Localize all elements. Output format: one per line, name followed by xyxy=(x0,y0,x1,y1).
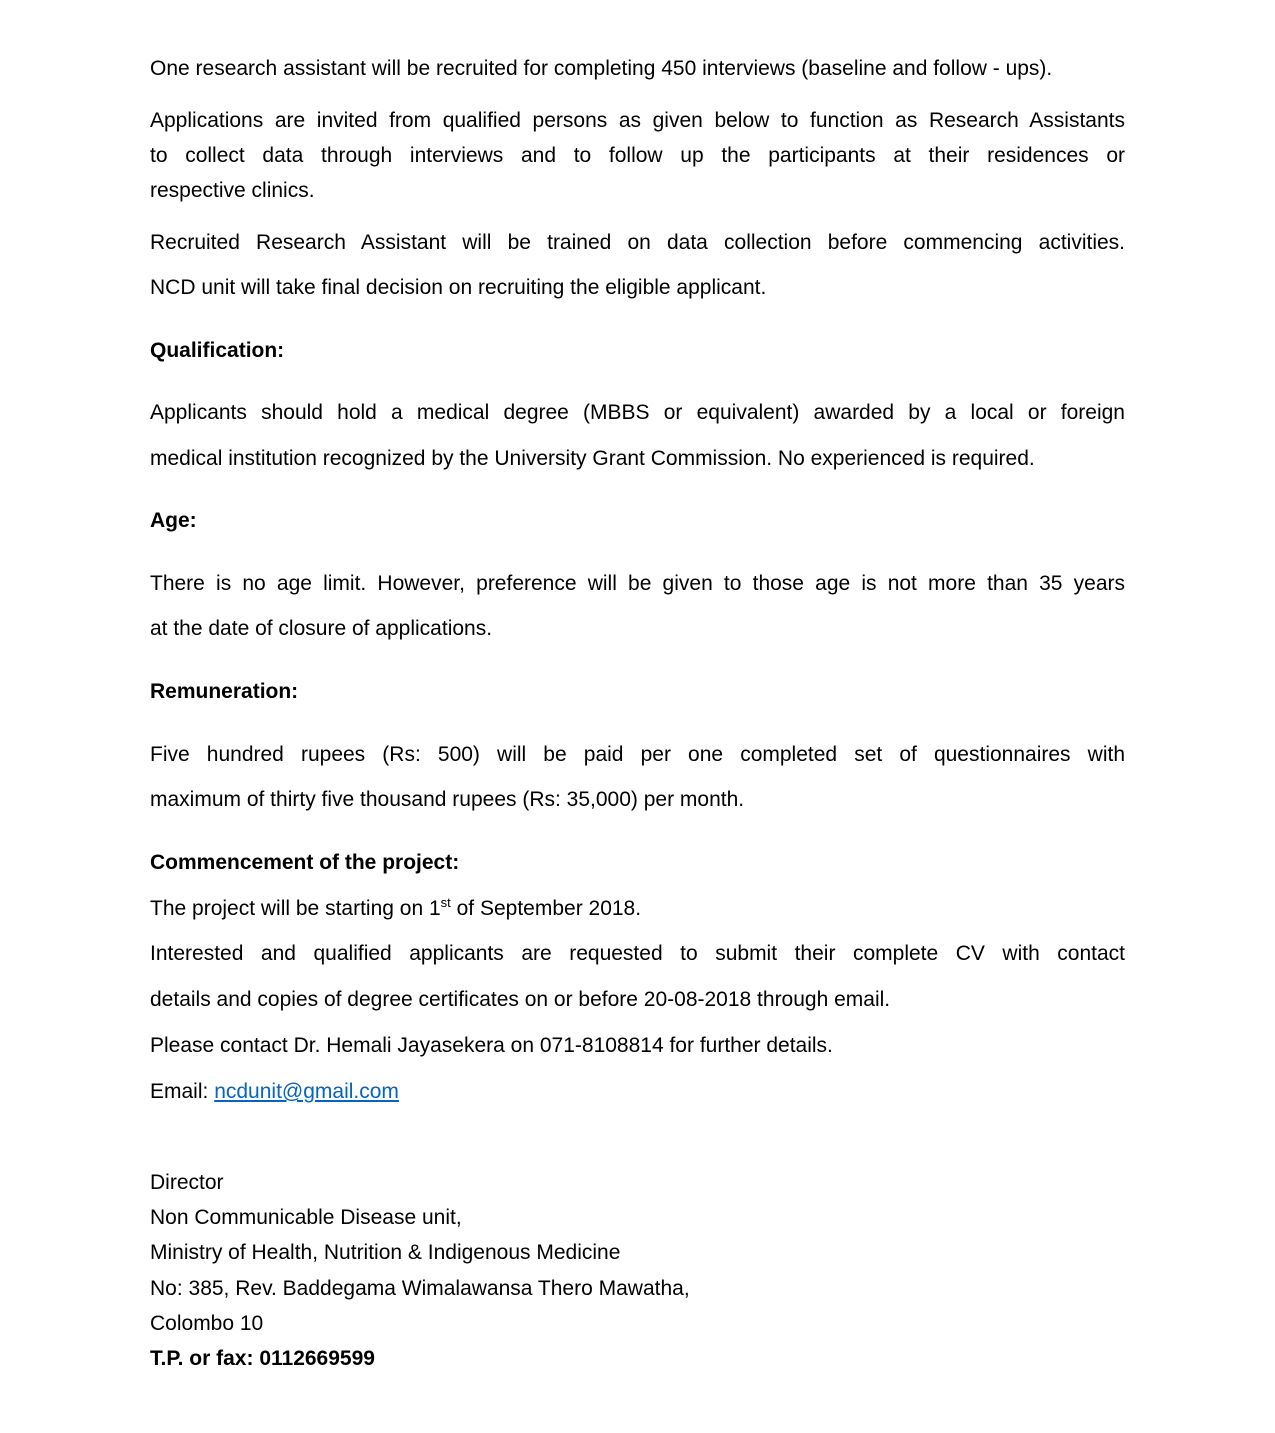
training-paragraph-line: NCD unit will take final decision on recruiting the eligible applicant. xyxy=(150,276,767,299)
application-line: Interested and qualified applicants are requested to submit their complete CV with contact xyxy=(150,942,1125,965)
intro-paragraph-line: Applications are invited from qualified persons as given below to function as Research Assistants xyxy=(150,109,1125,132)
age-line: at the date of closure of applications. xyxy=(150,617,493,640)
intro-paragraph-line: to collect data through interviews and to follow up the participants at their residences or xyxy=(150,144,1125,167)
signature-line: Non Communicable Disease unit, xyxy=(150,1206,462,1229)
signature-line: Colombo 10 xyxy=(150,1312,264,1335)
signature-line: Director xyxy=(150,1171,224,1194)
email-label: Email: xyxy=(150,1080,215,1103)
signature-line: No: 385, Rev. Baddegama Wimalawansa Thero Mawatha, xyxy=(150,1277,690,1300)
remuneration-line: Five hundred rupees (Rs: 500) will be paid per one completed set of questionnaires with xyxy=(150,743,1125,766)
qualification-heading: Qualification: xyxy=(150,339,285,362)
phone-fax-line: T.P. or fax: 0112669599 xyxy=(150,1347,375,1370)
email-link[interactable]: ncdunit@gmail.com xyxy=(214,1080,399,1103)
remuneration-heading: Remuneration: xyxy=(150,680,299,703)
email-line xyxy=(150,1079,1125,1105)
start-date-line xyxy=(150,896,1125,922)
age-line: There is no age limit. However, preference will be given to those age is not more than 35 years xyxy=(150,572,1125,595)
start-date-suffix: of September 2018. xyxy=(450,897,642,920)
intro-paragraph-line: respective clinics. xyxy=(150,179,315,202)
signature-line: Ministry of Health, Nutrition & Indigenous Medicine xyxy=(150,1241,621,1264)
commencement-heading: Commencement of the project: xyxy=(150,851,460,874)
intro-line: One research assistant will be recruited for completing 450 interviews (baseline and follow - ups). xyxy=(150,57,1053,80)
contact-line: Please contact Dr. Hemali Jayasekera on 071-8108814 for further details. xyxy=(150,1034,833,1057)
start-date-prefix: The project will be starting on 1 xyxy=(150,897,441,920)
qualification-line: Applicants should hold a medical degree (MBBS or equivalent) awarded by a local or foreign xyxy=(150,401,1125,424)
start-date-superscript: st xyxy=(440,895,451,910)
remuneration-line: maximum of thirty five thousand rupees (Rs: 35,000) per month. xyxy=(150,788,745,811)
application-line: details and copies of degree certificates on or before 20-08-2018 through email. xyxy=(150,988,891,1011)
training-paragraph-line: Recruited Research Assistant will be trained on data collection before commencing activities. xyxy=(150,231,1125,254)
age-heading: Age: xyxy=(150,509,197,532)
qualification-line: medical institution recognized by the University Grant Commission. No experienced is required. xyxy=(150,447,1035,470)
